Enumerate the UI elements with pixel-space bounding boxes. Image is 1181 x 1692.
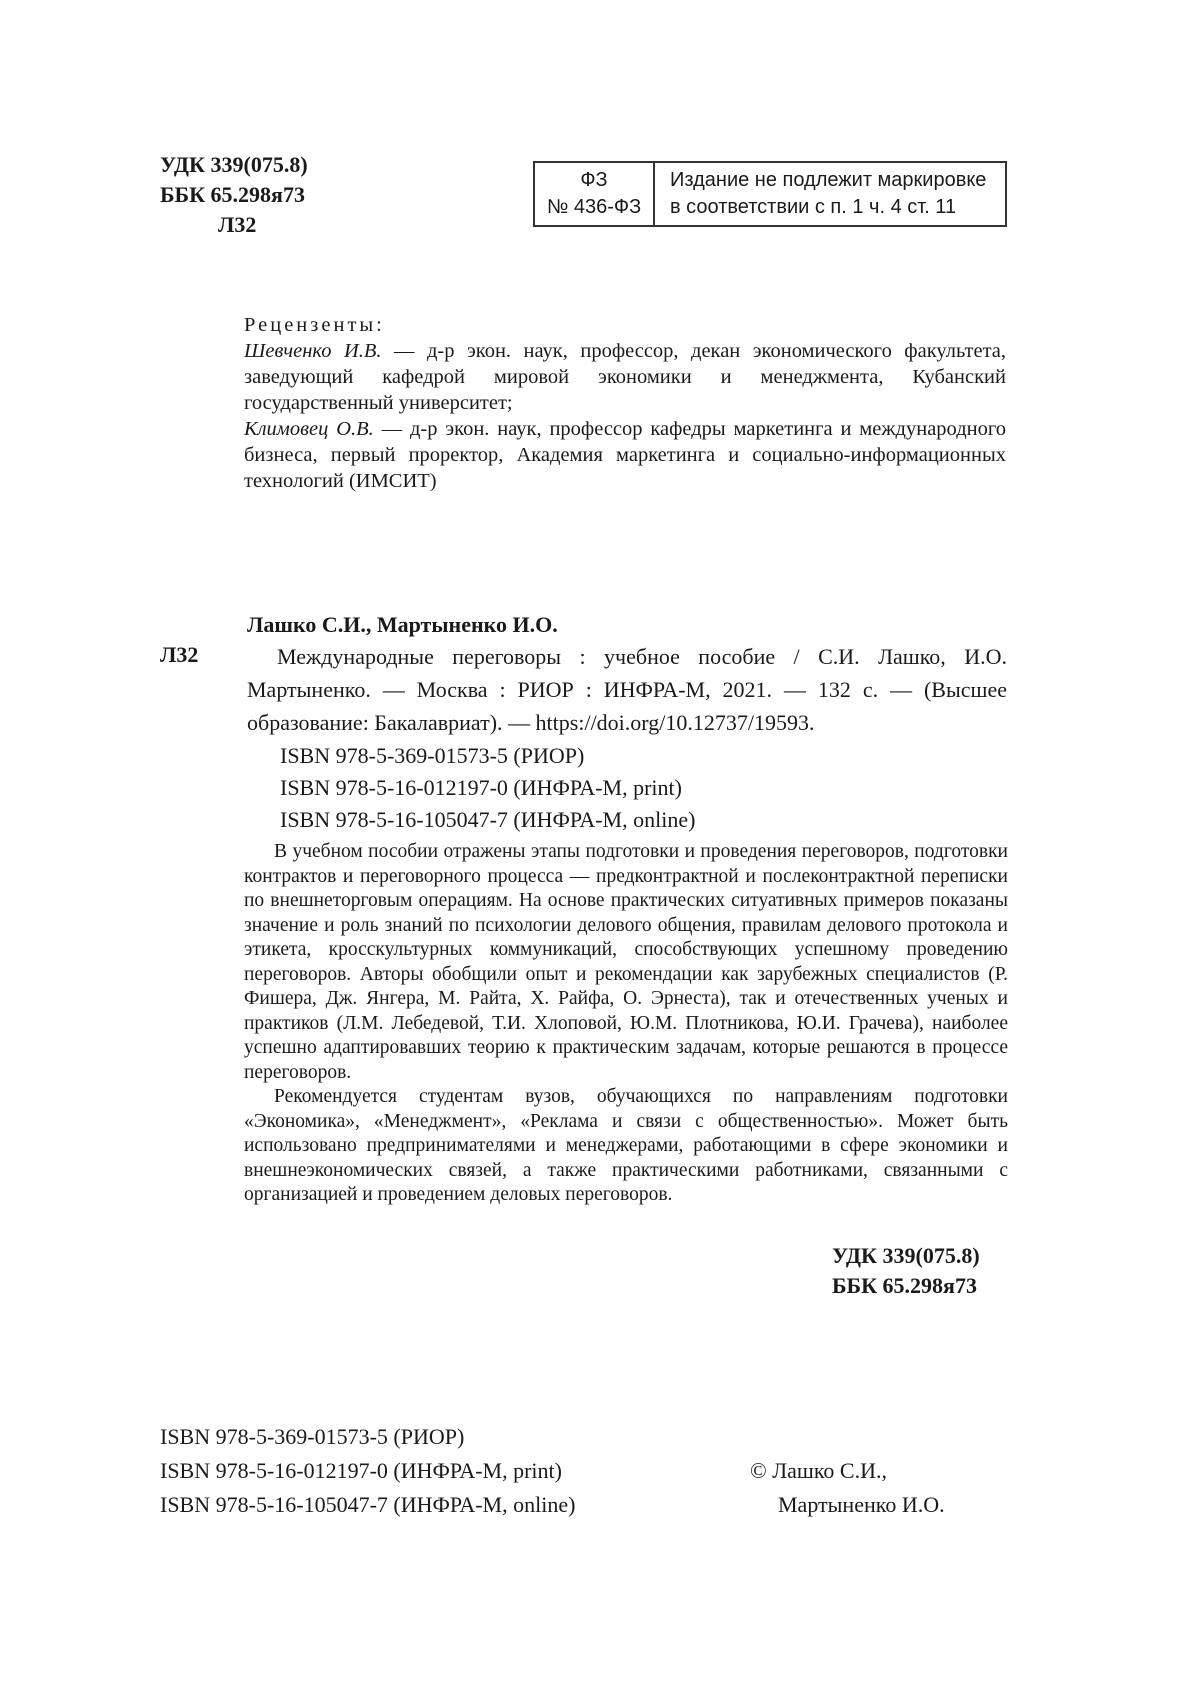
bib-description: Международные переговоры : учебное пособие / С.И. Лашко, И.О. Мартыненко. — Москва : РИОР : ИНФРА-М, 2021. — 132 с. — (Высшее образование: Бакалавриат). — https://doi.org/10.12737/19593.	[247, 644, 1007, 735]
annotation-paragraph: Рекомендуется студентам вузов, обучающихся по направлениям подготовки «Экономика», «Менеджмент», «Реклама и связи с общественностью». Может быть использовано предпринимателями и менеджерами, работающими в сфере экономики и внешнеэкономических связей, а также практическими работниками, связанными с организацией и проведением деловых переговоров.	[244, 1086, 1008, 1205]
fz-note-line1: Издание не подлежит маркировке	[670, 169, 987, 191]
isbn-footer-list	[160, 1420, 575, 1522]
fz-marking-box	[533, 161, 1007, 227]
fz-note-line2: в соответствии с п. 1 ч. 4 ст. 11	[670, 196, 957, 218]
reviewers-heading: Рецензенты:	[244, 314, 385, 336]
isbn-line: ISBN 978-5-16-012197-0 (ИНФРА-М, print)	[280, 775, 682, 800]
bib-isbn-list	[280, 740, 695, 836]
reviewer-entry	[244, 338, 1006, 416]
reviewers-section	[244, 312, 1006, 494]
reviewer-credentials: — д-р экон. наук, профессор, декан экономического факультета, заведующий кафедрой мировой экономики и менеджмента, Кубанский государственный университет;	[244, 340, 1006, 414]
fz-law-cell	[535, 163, 655, 225]
fz-label: ФЗ	[580, 169, 608, 191]
reviewer-entry	[244, 416, 1006, 494]
isbn-line: ISBN 978-5-16-105047-7 (ИНФРА-М, online)	[160, 1492, 576, 1517]
bib-authors: Лашко С.И., Мартыненко И.О.	[247, 612, 558, 637]
annotation	[244, 840, 1008, 1208]
author-mark: Л32	[218, 212, 257, 237]
copyright-notice	[750, 1454, 945, 1522]
bib-author-mark: Л32	[160, 642, 199, 667]
reviewer-credentials: — д-р экон. наук, профессор кафедры маркетинга и международного бизнеса, первый проректор, Академия маркетинга и социально-информационных технологий (ИМСИТ)	[244, 418, 1007, 492]
copyright-line1: © Лашко С.И.,	[750, 1458, 887, 1483]
classification-bottom	[832, 1241, 980, 1301]
fz-number: № 436-ФЗ	[546, 196, 642, 218]
annotation-paragraph: В учебном пособии отражены этапы подготовки и проведения переговоров, подготовки контрактов и переговорного процесса — предконтрактной и послеконтрактной переписки по внешнеторговым операциям. На основе практических ситуативных примеров показаны значение и роль знаний по психологии делового общения, правилам делового протокола и этикета, кросскультурных коммуникаций, способствующих успешному проведению переговоров. Авторы обобщили опыт и рекомендации как зарубежных специалистов (Р. Фишера, Дж. Янгера, М. Райта, Х. Райфа, О. Эрнеста), так и отечественных ученых и практиков (Л.М. Лебедевой, Т.И. Хлоповой, Ю.М. Плотникова, Ю.И. Грачева), наиболее успешно адаптировавших теорию к практическим задачам, которые решаются в процессе переговоров.	[244, 841, 1008, 1083]
isbn-line: ISBN 978-5-369-01573-5 (РИОР)	[160, 1424, 465, 1449]
isbn-line: ISBN 978-5-369-01573-5 (РИОР)	[280, 743, 585, 768]
isbn-line: ISBN 978-5-16-105047-7 (ИНФРА-М, online)	[280, 807, 696, 832]
copyright-line2: Мартыненко И.О.	[778, 1492, 945, 1517]
classification-block	[160, 150, 308, 240]
bbk-code: ББК 65.298я73	[160, 182, 305, 207]
isbn-line: ISBN 978-5-16-012197-0 (ИНФРА-М, print)	[160, 1458, 562, 1483]
fz-note-cell	[655, 163, 1005, 225]
reviewer-name: Климовец О.В.	[244, 418, 374, 440]
udk-code: УДК 339(075.8)	[832, 1243, 980, 1268]
bbk-code: ББК 65.298я73	[832, 1273, 977, 1298]
reviewer-name: Шевченко И.В.	[244, 340, 382, 362]
udk-code: УДК 339(075.8)	[160, 152, 308, 177]
